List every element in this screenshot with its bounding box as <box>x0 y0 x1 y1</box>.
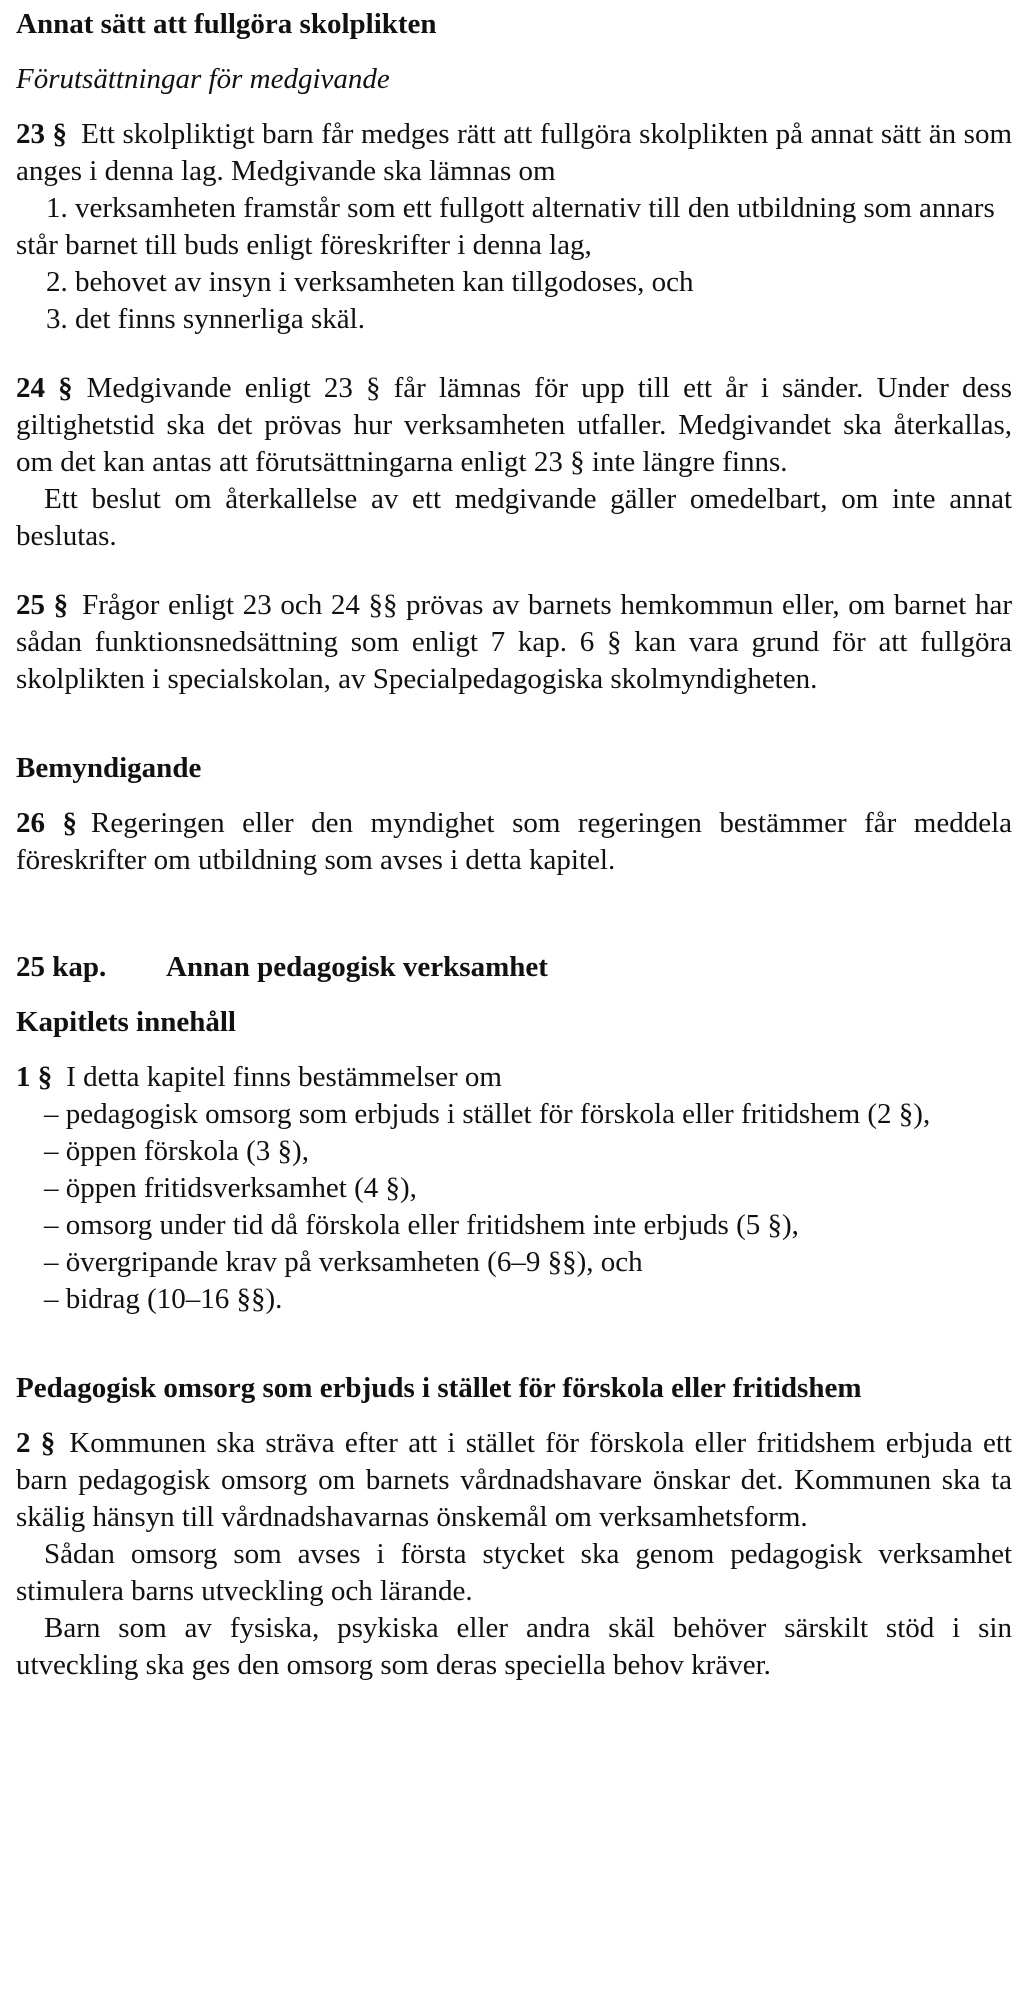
document-page <box>16 6 1012 1684</box>
section-heading: Bemyndigande <box>16 752 202 784</box>
list-item: – öppen fritidsverksamhet (4 §), <box>44 1172 417 1204</box>
paragraph-number: 26 § <box>16 807 77 839</box>
section-heading: Pedagogisk omsorg som erbjuds i stället för förskola eller fritidshem <box>16 1372 862 1404</box>
paragraph-25 <box>16 587 1012 698</box>
paragraph-text: Kommunen ska sträva efter att i stället för förskola eller fritidshem erbjuda ett barn pedagogisk omsorg om barnets vårdnadshavare önskar det. Kommunen ska ta skälig hänsyn till vårdnadshavarnas önskemål om verksamhetsform. <box>16 1427 1012 1533</box>
paragraph-text: Sådan omsorg som avses i första stycket ska genom pedagogisk verksamhet stimulera barns utveckling och lärande. <box>16 1538 1012 1607</box>
section-heading: Annat sätt att fullgöra skolplikten <box>16 8 437 40</box>
paragraph-text: Medgivande enligt 23 § får lämnas för upp till ett år i sänder. Under dess giltighetstid ska det prövas hur verksamheten utfaller. Medgivandet ska återkallas, om det kan antas att förutsättningarna enligt 23 § inte längre finns. <box>16 372 1012 478</box>
list-item: – pedagogisk omsorg som erbjuds i stället för förskola eller fritidshem (2 §), <box>44 1098 931 1130</box>
paragraph-23 <box>16 116 1012 190</box>
list-item: – övergripande krav på verksamheten (6–9 §§), och <box>44 1246 643 1278</box>
paragraph-text: Regeringen eller den myndighet som regeringen bestämmer får meddela föreskrifter om utbildning som avses i detta kapitel. <box>16 807 1013 876</box>
chapter-heading <box>16 949 1012 986</box>
list-item: 1. verksamheten framstår som ett fullgott alternativ till den utbildning som annars står barnet till buds enligt föreskrifter i denna lag, <box>16 192 995 261</box>
list-item: – omsorg under tid då förskola eller fritidshem inte erbjuds (5 §), <box>44 1209 799 1241</box>
chapter-number: 25 kap. <box>16 951 107 983</box>
paragraph-number: 24 § <box>16 372 73 404</box>
list-item: – bidrag (10–16 §§). <box>44 1283 283 1315</box>
paragraph-text: Ett skolpliktigt barn får medges rätt att fullgöra skolplikten på annat sätt än som anges i denna lag. Medgivande ska lämnas om <box>16 118 1013 187</box>
paragraph-number: 25 § <box>16 589 69 621</box>
section-subheading: Förutsättningar för medgivande <box>16 63 390 95</box>
paragraph-24 <box>16 370 1012 481</box>
paragraph-text: I detta kapitel finns bestämmelser om <box>66 1061 502 1093</box>
paragraph-number: 23 § <box>16 118 68 150</box>
section-heading: Kapitlets innehåll <box>16 1006 236 1038</box>
paragraph-text: Barn som av fysiska, psykiska eller andra skäl behöver särskilt stöd i sin utveckling ska ges den omsorg som deras speciella behov kräver. <box>16 1612 1012 1681</box>
paragraph-number: 2 § <box>16 1427 56 1459</box>
list-item: 3. det finns synnerliga skäl. <box>46 303 365 335</box>
paragraph-26 <box>16 805 1012 879</box>
paragraph-2 <box>16 1425 1012 1536</box>
list-item: 2. behovet av insyn i verksamheten kan tillgodoses, och <box>46 266 694 298</box>
list-item: – öppen förskola (3 §), <box>44 1135 309 1167</box>
paragraph-text: Frågor enligt 23 och 24 §§ prövas av barnets hemkommun eller, om barnet har sådan funktionsnedsättning som enligt 7 kap. 6 § kan vara grund för att fullgöra skolplikten i specialskolan, av Specialpedagogiska skolmyndigheten. <box>16 589 1012 695</box>
paragraph-1 <box>16 1059 1012 1096</box>
paragraph-number: 1 § <box>16 1061 53 1093</box>
paragraph-text: Ett beslut om återkallelse av ett medgivande gäller omedelbart, om inte annat beslutas. <box>16 483 1012 552</box>
chapter-title: Annan pedagogisk verksamhet <box>166 951 548 983</box>
